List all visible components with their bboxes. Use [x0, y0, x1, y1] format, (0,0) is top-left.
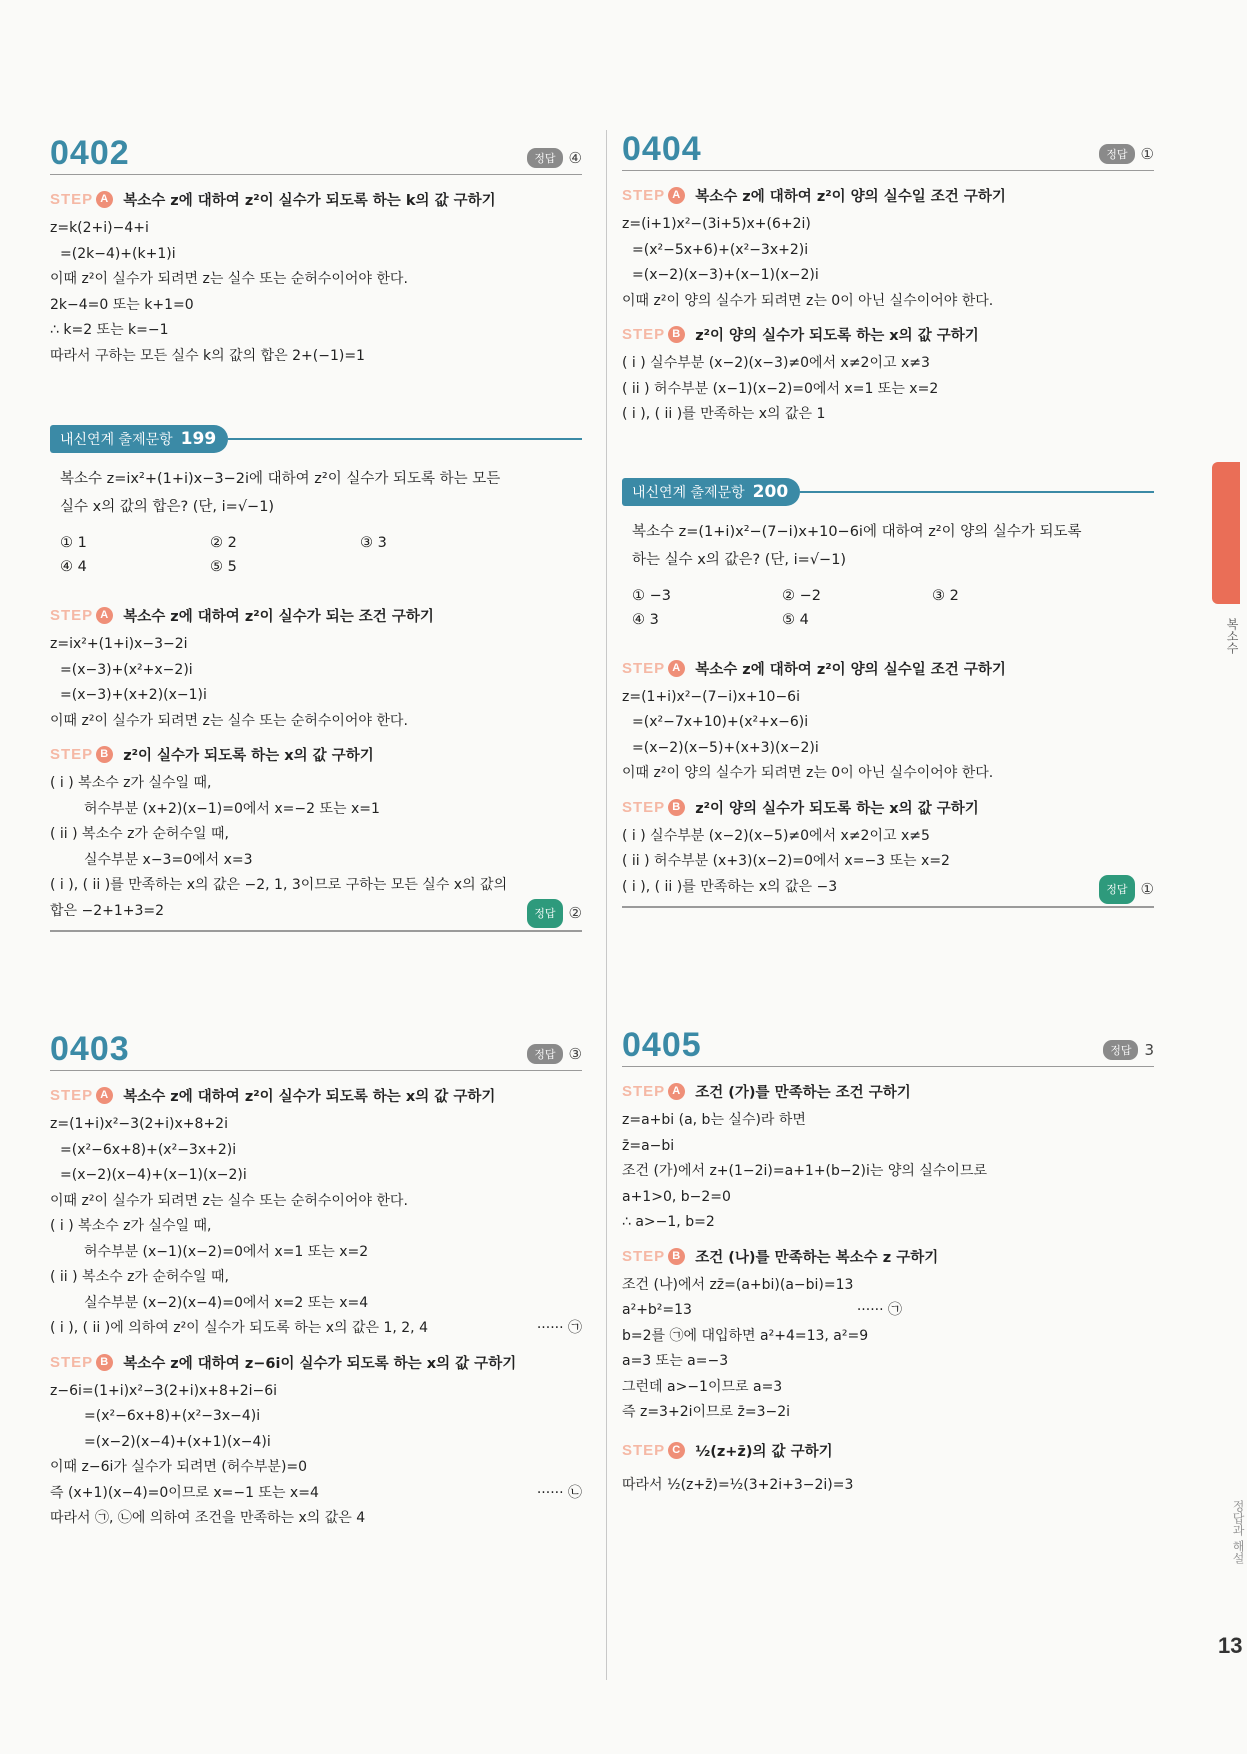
step-heading	[622, 658, 1154, 679]
answer-indicator	[527, 148, 582, 168]
solution-line: ( i ) 복소수 z가 실수일 때,	[50, 1218, 212, 1234]
section-divider	[50, 930, 582, 932]
answer-badge: 정답	[1103, 1040, 1138, 1060]
linked-problem-label: 내신연계 출제문항 199	[50, 425, 228, 453]
step-title: 복소수 z에 대하여 z²이 양의 실수일 조건 구하기	[695, 661, 1006, 678]
step-title: 조건 (나)를 만족하는 복소수 z 구하기	[695, 1249, 939, 1266]
step-label: STEP A	[622, 1083, 685, 1100]
solution-line: z=a+bi (a, b는 실수)라 하면	[622, 1112, 806, 1128]
solution-line: ( ii ) 허수부분 (x−1)(x−2)=0에서 x=1 또는 x=2	[622, 380, 939, 397]
step-label: STEP A	[50, 607, 113, 624]
solution-line: b=2를 ㉠에 대입하면 a²+4=13, a²=9	[622, 1327, 869, 1344]
solution-line: ∴ a>−1, b=2	[622, 1214, 715, 1230]
choice: ③ 2	[932, 587, 959, 604]
equation-marker: ······ ㉠	[536, 1320, 582, 1336]
solution-line: =(x²−6x+8)+(x²−3x+2)i	[60, 1141, 237, 1158]
solution-line: 실수부분 (x−2)(x−4)=0에서 x=2 또는 x=4	[84, 1294, 369, 1311]
solution-line: z=(1+i)x²−3(2+i)x+8+2i	[50, 1116, 228, 1132]
solution-line: ( i ), ( ii )를 만족하는 x의 값은 1	[622, 406, 826, 422]
answer-indicator	[527, 1044, 582, 1064]
answer-badge: 정답	[1099, 144, 1134, 164]
problem-header	[50, 136, 582, 175]
problem-number: 0402	[50, 134, 130, 172]
choice: ① −3	[632, 587, 671, 604]
choice: ③ 3	[360, 535, 387, 551]
solution-line: 허수부분 (x+2)(x−1)=0에서 x=−2 또는 x=1	[84, 800, 380, 817]
problem-header	[622, 132, 1154, 171]
solution-line: ( ii ) 허수부분 (x+3)(x−2)=0에서 x=−3 또는 x=2	[622, 853, 950, 869]
solution-line: =(x²−6x+8)+(x²−3x−4)i	[84, 1408, 261, 1424]
problem-0404	[622, 132, 1154, 908]
solution-line: a²+b²=13 ······ ㉠	[622, 1298, 902, 1324]
solution-line: ( i ), ( ii )를 만족하는 x의 값은 −3 정답 ①	[622, 875, 1154, 901]
solution-line: 이때 z²이 실수가 되려면 z는 실수 또는 순허수이어야 한다.	[50, 712, 408, 729]
problem-number: 0405	[622, 1026, 702, 1064]
solution-line: =(x−2)(x−4)+(x−1)(x−2)i	[60, 1167, 247, 1183]
step-heading	[622, 1246, 1154, 1267]
answer-value: ④	[568, 149, 582, 167]
step-heading	[622, 185, 1154, 206]
choice: ⑤ 4	[782, 611, 809, 628]
solution-line: =(x−3)+(x²+x−2)i	[60, 661, 193, 678]
solution-line: z=ix²+(1+i)x−3−2i	[50, 636, 188, 652]
solution-line: 따라서 ㉠, ㉡에 의하여 조건을 만족하는 x의 값은 4	[50, 1510, 366, 1526]
solution-line: a+1>0, b−2=0	[622, 1188, 731, 1205]
step-title: 복소수 z에 대하여 z²이 실수가 되도록 하는 x의 값 구하기	[123, 1089, 496, 1105]
solution-line: 조건 (가)에서 z+(1−2i)=a+1+(b−2)i는 양의 실수이므로	[622, 1163, 987, 1179]
answer-indicator	[1099, 875, 1154, 905]
problem-0405	[622, 1028, 1154, 1498]
solution-line: ( i ) 실수부분 (x−2)(x−3)≠0에서 x≠2이고 x≠3	[622, 355, 930, 371]
solution-line: =(x−3)+(x+2)(x−1)i	[60, 687, 207, 703]
section-divider	[622, 906, 1154, 908]
answer-indicator	[1099, 144, 1154, 164]
solution-line: 2k−4=0 또는 k+1=0	[50, 296, 194, 313]
step-heading	[622, 797, 1154, 818]
answer-badge: 정답	[527, 148, 562, 168]
solution-line: ( i ) 실수부분 (x−2)(x−5)≠0에서 x≠2이고 x≠5	[622, 827, 930, 844]
step-heading	[622, 1440, 1154, 1461]
solution-line: z̄=a−bi	[622, 1137, 675, 1154]
solution-line: ( ii ) 복소수 z가 순허수일 때,	[50, 1269, 229, 1285]
step-heading	[50, 189, 582, 210]
step-label: STEP B	[50, 1354, 113, 1371]
solution-line: 합은 −2+1+3=2 정답 ②	[50, 899, 582, 925]
step-title: 복소수 z에 대하여 z²이 실수가 되도록 하는 k의 값 구하기	[123, 193, 496, 209]
choice: ② −2	[782, 587, 821, 604]
step-label: STEP C	[622, 1442, 685, 1459]
page-number: 13	[1218, 1633, 1243, 1658]
step-heading	[622, 1081, 1154, 1102]
step-title: 복소수 z에 대하여 z−6i이 실수가 되도록 하는 x의 값 구하기	[123, 1355, 517, 1372]
step-heading	[50, 1352, 582, 1373]
solution-line: a=3 또는 a=−3	[622, 1353, 729, 1369]
answer-choices	[622, 578, 1154, 640]
choice: ⑤ 5	[210, 559, 237, 575]
choice: ① 1	[60, 535, 87, 551]
step-heading	[50, 605, 582, 626]
step-title: 복소수 z에 대하여 z²이 양의 실수일 조건 구하기	[695, 189, 1006, 205]
answer-badge: 정답	[527, 1044, 562, 1064]
solution-line: =(x−2)(x−4)+(x+1)(x−4)i	[84, 1433, 271, 1450]
step-title: 복소수 z에 대하여 z²이 실수가 되는 조건 구하기	[123, 609, 434, 625]
step-title: z²이 양의 실수가 되도록 하는 x의 값 구하기	[695, 800, 979, 817]
answer-value: ①	[1140, 145, 1154, 163]
solution-line: 이때 z²이 실수가 되려면 z는 실수 또는 순허수이어야 한다.	[50, 271, 408, 287]
step-label: STEP A	[622, 187, 685, 204]
linked-problem-question: 복소수 z=ix²+(1+i)x−3−2i에 대하여 z²이 실수가 되도록 하는 모든 실수 x의 값의 합은? (단, i=√−1)	[60, 471, 501, 515]
footer-side-text: 정답과 해설	[1231, 1500, 1245, 1564]
linked-problem-box	[50, 425, 582, 587]
step-label: STEP B	[622, 326, 685, 343]
chapter-tab-text: 복소수	[1225, 618, 1239, 654]
problem-header	[622, 1028, 1154, 1067]
solution-line: ( i ), ( ii )를 만족하는 x의 값은 −2, 1, 3이므로 구하는 모든 실수 x의 값의	[50, 877, 508, 893]
solution-line: =(x²−7x+10)+(x²+x−6)i	[632, 714, 809, 730]
solution-line: 조건 (나)에서 zz̄=(a+bi)(a−bi)=13	[622, 1276, 854, 1293]
solution-line: =(x²−5x+6)+(x²−3x+2)i	[632, 241, 809, 258]
solution-line: 따라서 ½(z+z̄)=½(3+2i+3−2i)=3	[622, 1476, 854, 1493]
answer-value: ③	[568, 1045, 582, 1063]
solution-line: 실수부분 x−3=0에서 x=3	[84, 851, 253, 868]
solution-line: =(x−2)(x−3)+(x−1)(x−2)i	[632, 267, 819, 283]
answer-value: 3	[1144, 1041, 1154, 1059]
answer-indicator	[527, 899, 582, 929]
solution-line: ∴ k=2 또는 k=−1	[50, 322, 169, 338]
answer-value: ②	[568, 903, 582, 922]
solution-line: =(2k−4)+(k+1)i	[60, 245, 176, 262]
solution-line: z=(i+1)x²−(3i+5)x+(6+2i)	[622, 216, 811, 232]
equation-marker: ······ ㉡	[536, 1484, 582, 1501]
problem-number: 0403	[50, 1030, 130, 1068]
solution-line: 허수부분 (x−1)(x−2)=0에서 x=1 또는 x=2	[84, 1243, 369, 1260]
step-label: STEP B	[622, 1248, 685, 1265]
solution-line: 이때 z²이 양의 실수가 되려면 z는 0이 아닌 실수이어야 한다.	[622, 292, 994, 309]
solution-line: 이때 z−6i가 실수가 되려면 (허수부분)=0	[50, 1459, 308, 1475]
problem-0403	[50, 1032, 582, 1532]
solution-line: ( i ) 복소수 z가 실수일 때,	[50, 775, 212, 791]
step-heading	[50, 744, 582, 765]
problem-header	[50, 1032, 582, 1071]
solution-line: 따라서 구하는 모든 실수 k의 값의 합은 2+(−1)=1	[50, 347, 365, 364]
linked-problem-question: 복소수 z=(1+i)x²−(7−i)x+10−6i에 대하여 z²이 양의 실수가 되도록 하는 실수 x의 값은? (단, i=√−1)	[632, 523, 1082, 568]
solution-line: 이때 z²이 실수가 되려면 z는 실수 또는 순허수이어야 한다.	[50, 1192, 408, 1209]
choice: ④ 4	[60, 559, 87, 575]
problem-number: 0404	[622, 130, 702, 168]
answer-badge: 정답	[527, 899, 562, 929]
step-label: STEP B	[50, 746, 113, 763]
solution-line: z=k(2+i)−4+i	[50, 220, 149, 236]
solution-line: 즉 z=3+2i이므로 z̄=3−2i	[622, 1404, 791, 1420]
solution-line: z=(1+i)x²−(7−i)x+10−6i	[622, 688, 800, 705]
solution-line: z−6i=(1+i)x²−3(2+i)x+8+2i−6i	[50, 1382, 278, 1399]
step-title: z²이 양의 실수가 되도록 하는 x의 값 구하기	[695, 328, 979, 344]
solution-line: 즉 (x+1)(x−4)=0이므로 x=−1 또는 x=4 ······ ㉡	[50, 1481, 582, 1507]
answer-choices	[50, 525, 582, 587]
step-heading	[50, 1085, 582, 1106]
solution-line: =(x−2)(x−5)+(x+3)(x−2)i	[632, 739, 819, 756]
linked-problem-box	[622, 478, 1154, 640]
solution-line: 이때 z²이 양의 실수가 되려면 z는 0이 아닌 실수이어야 한다.	[622, 765, 994, 781]
solution-line: ( i ), ( ii )에 의하여 z²이 실수가 되도록 하는 x의 값은 1, 2, 4 ······ ㉠	[50, 1316, 582, 1342]
step-title: ½(z+z̄)의 값 구하기	[695, 1443, 833, 1460]
step-label: STEP A	[50, 191, 113, 208]
equation-marker: ······ ㉠	[856, 1302, 902, 1318]
answer-badge: 정답	[1099, 875, 1134, 905]
linked-problem-label: 내신연계 출제문항 200	[622, 478, 800, 506]
solution-line: ( ii ) 복소수 z가 순허수일 때,	[50, 826, 229, 842]
solution-line: 그런데 a>−1이므로 a=3	[622, 1378, 783, 1395]
problem-0402	[50, 136, 582, 932]
chapter-tab[interactable]	[1212, 462, 1240, 604]
answer-indicator	[1103, 1040, 1154, 1060]
answer-value: ①	[1140, 879, 1154, 898]
column-divider	[606, 130, 607, 1680]
choice: ② 2	[210, 535, 237, 551]
step-label: STEP A	[622, 660, 685, 677]
step-label: STEP A	[50, 1087, 113, 1104]
step-title: 조건 (가)를 만족하는 조건 구하기	[695, 1085, 911, 1101]
step-label: STEP B	[622, 799, 685, 816]
choice: ④ 3	[632, 611, 659, 628]
step-heading	[622, 324, 1154, 345]
step-title: z²이 실수가 되도록 하는 x의 값 구하기	[123, 748, 374, 764]
